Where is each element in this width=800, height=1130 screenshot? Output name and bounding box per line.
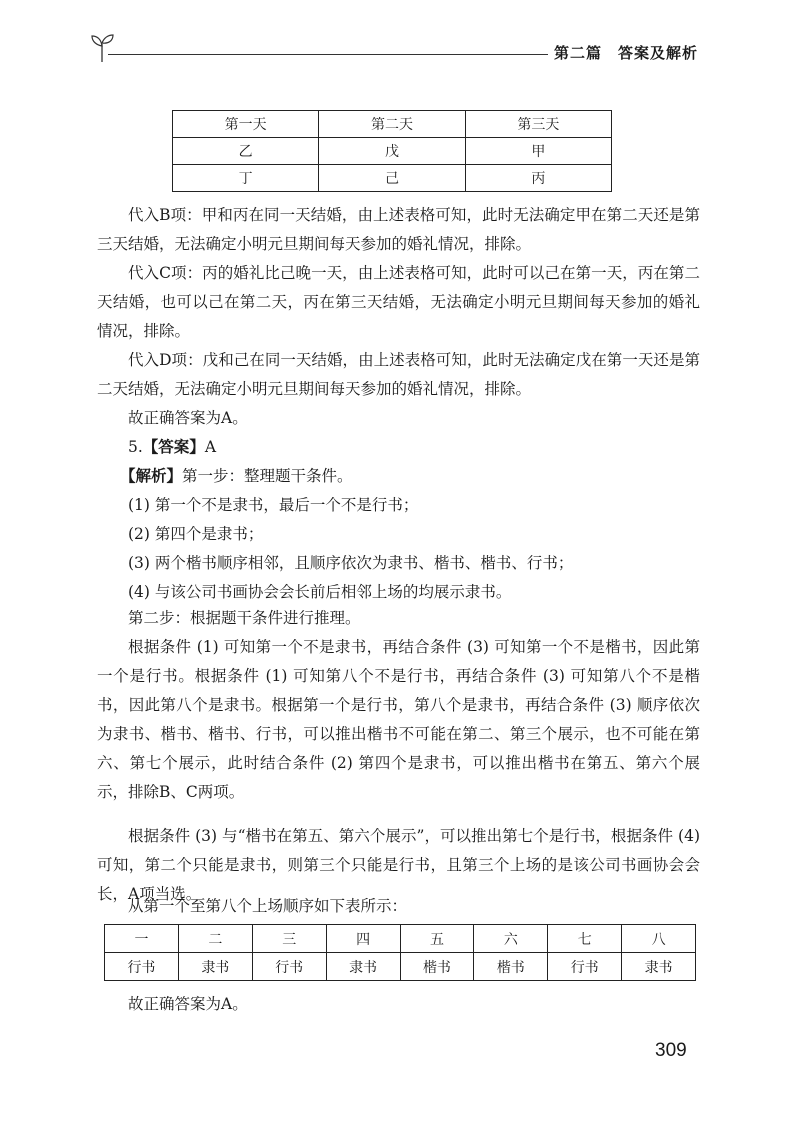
table-header-cell: 六	[474, 925, 548, 953]
paragraph-option-d: 代入D项：戊和己在同一天结婚，由上述表格可知，此时无法确定戊在第一天还是第二天结婚，无法确定小明元旦期间每天参加的婚礼情况，排除。	[97, 351, 700, 398]
table-cell: 行书	[105, 953, 179, 981]
table-header-cell: 七	[548, 925, 622, 953]
table-header-cell: 三	[252, 925, 326, 953]
table-cell: 乙	[173, 138, 319, 165]
table-header-cell: 八	[622, 925, 696, 953]
header-rule	[108, 54, 548, 55]
condition-3: (3) 两个楷书顺序相邻，且顺序依次为隶书、楷书、楷书、行书；	[128, 554, 574, 572]
condition-2: (2) 第四个是隶书；	[128, 525, 264, 543]
analysis-step-1: 第一步：整理题干条件。	[182, 467, 353, 485]
table-row	[173, 165, 612, 192]
page-header	[88, 30, 698, 70]
table-header-cell: 一	[105, 925, 179, 953]
table-cell: 己	[319, 165, 465, 192]
table-row	[173, 111, 612, 138]
table-header-cell: 二	[178, 925, 252, 953]
table-row	[105, 925, 696, 953]
table-cell: 行书	[548, 953, 622, 981]
table-row	[105, 953, 696, 981]
table-cell: 丙	[465, 165, 611, 192]
final-answer: 故正确答案为A。	[128, 995, 248, 1013]
table-header-cell: 第三天	[465, 111, 611, 138]
table-cell: 楷书	[474, 953, 548, 981]
table-row	[173, 138, 612, 165]
paragraph-option-c: 代入C项：丙的婚礼比己晚一天，由上述表格可知，此时可以己在第一天，丙在第二天结婚，也可以己在第二天，丙在第三天结婚，无法确定小明元旦期间每天参加的婚礼情况，排除。	[97, 264, 700, 340]
table-header-cell: 四	[326, 925, 400, 953]
condition-1: (1) 第一个不是隶书，最后一个不是行书；	[128, 496, 419, 514]
question-number: 5.	[128, 438, 143, 456]
wedding-day-table	[172, 110, 612, 192]
answer-value: A	[204, 438, 217, 456]
table-cell: 隶书	[622, 953, 696, 981]
condition-4: (4) 与该公司书画协会会长前后相邻上场的均展示隶书。	[128, 583, 512, 601]
table-cell: 甲	[465, 138, 611, 165]
sprout-icon	[88, 30, 116, 64]
analysis-heading	[120, 462, 353, 491]
table-intro: 从第一个至第八个上场顺序如下表所示：	[128, 897, 408, 915]
table-header-cell: 第二天	[319, 111, 465, 138]
table-header-cell: 五	[400, 925, 474, 953]
paragraph-option-b: 代入B项：甲和丙在同一天结婚，由上述表格可知，此时无法确定甲在第二天还是第三天结婚，无法确定小明元旦期间每天参加的婚礼情况，排除。	[97, 206, 700, 253]
answer-label: 【答案】	[142, 438, 205, 456]
table-cell: 隶书	[178, 953, 252, 981]
reasoning-paragraph-1: 根据条件 (1) 可知第一个不是隶书，再结合条件 (3) 可知第一个不是楷书，因此第一个是行书。根据条件 (1) 可知第八个不是行书，再结合条件 (3) 可知第八个不是楷书，因此第八个是隶书。根据第一个是行书，第八个是隶书，再结合条件 (3) 顺序依次为隶书、楷书、楷书、行书，可以推出楷书不可能在第二、第三个展示，也不可能在第六、第七个展示，此时结合条件 (2) 第四个是隶书，可以推出楷书在第五、第六个展示，排除B、C两项。	[97, 638, 700, 801]
analysis-step-2: 第二步：根据题干条件进行推理。	[128, 609, 361, 627]
table-header-cell: 第一天	[173, 111, 319, 138]
page-number: 309	[655, 1040, 687, 1061]
answer-conclusion: 故正确答案为A。	[128, 409, 248, 427]
calligraphy-order-table	[104, 924, 696, 981]
table-cell: 隶书	[326, 953, 400, 981]
table-cell: 戊	[319, 138, 465, 165]
table-cell: 楷书	[400, 953, 474, 981]
analysis-label: 【解析】	[120, 467, 183, 485]
question-5-answer	[128, 433, 216, 462]
header-title: 第二篇 答案及解析	[553, 44, 698, 62]
reasoning-paragraph-2: 根据条件 (3) 与“楷书在第五、第六个展示”，可以推出第七个是行书，根据条件 (4) 可知，第二个只能是隶书，则第三个只能是行书，且第三个上场的是该公司书画协会会长，A项当选。	[97, 827, 700, 903]
table-cell: 丁	[173, 165, 319, 192]
table-cell: 行书	[252, 953, 326, 981]
